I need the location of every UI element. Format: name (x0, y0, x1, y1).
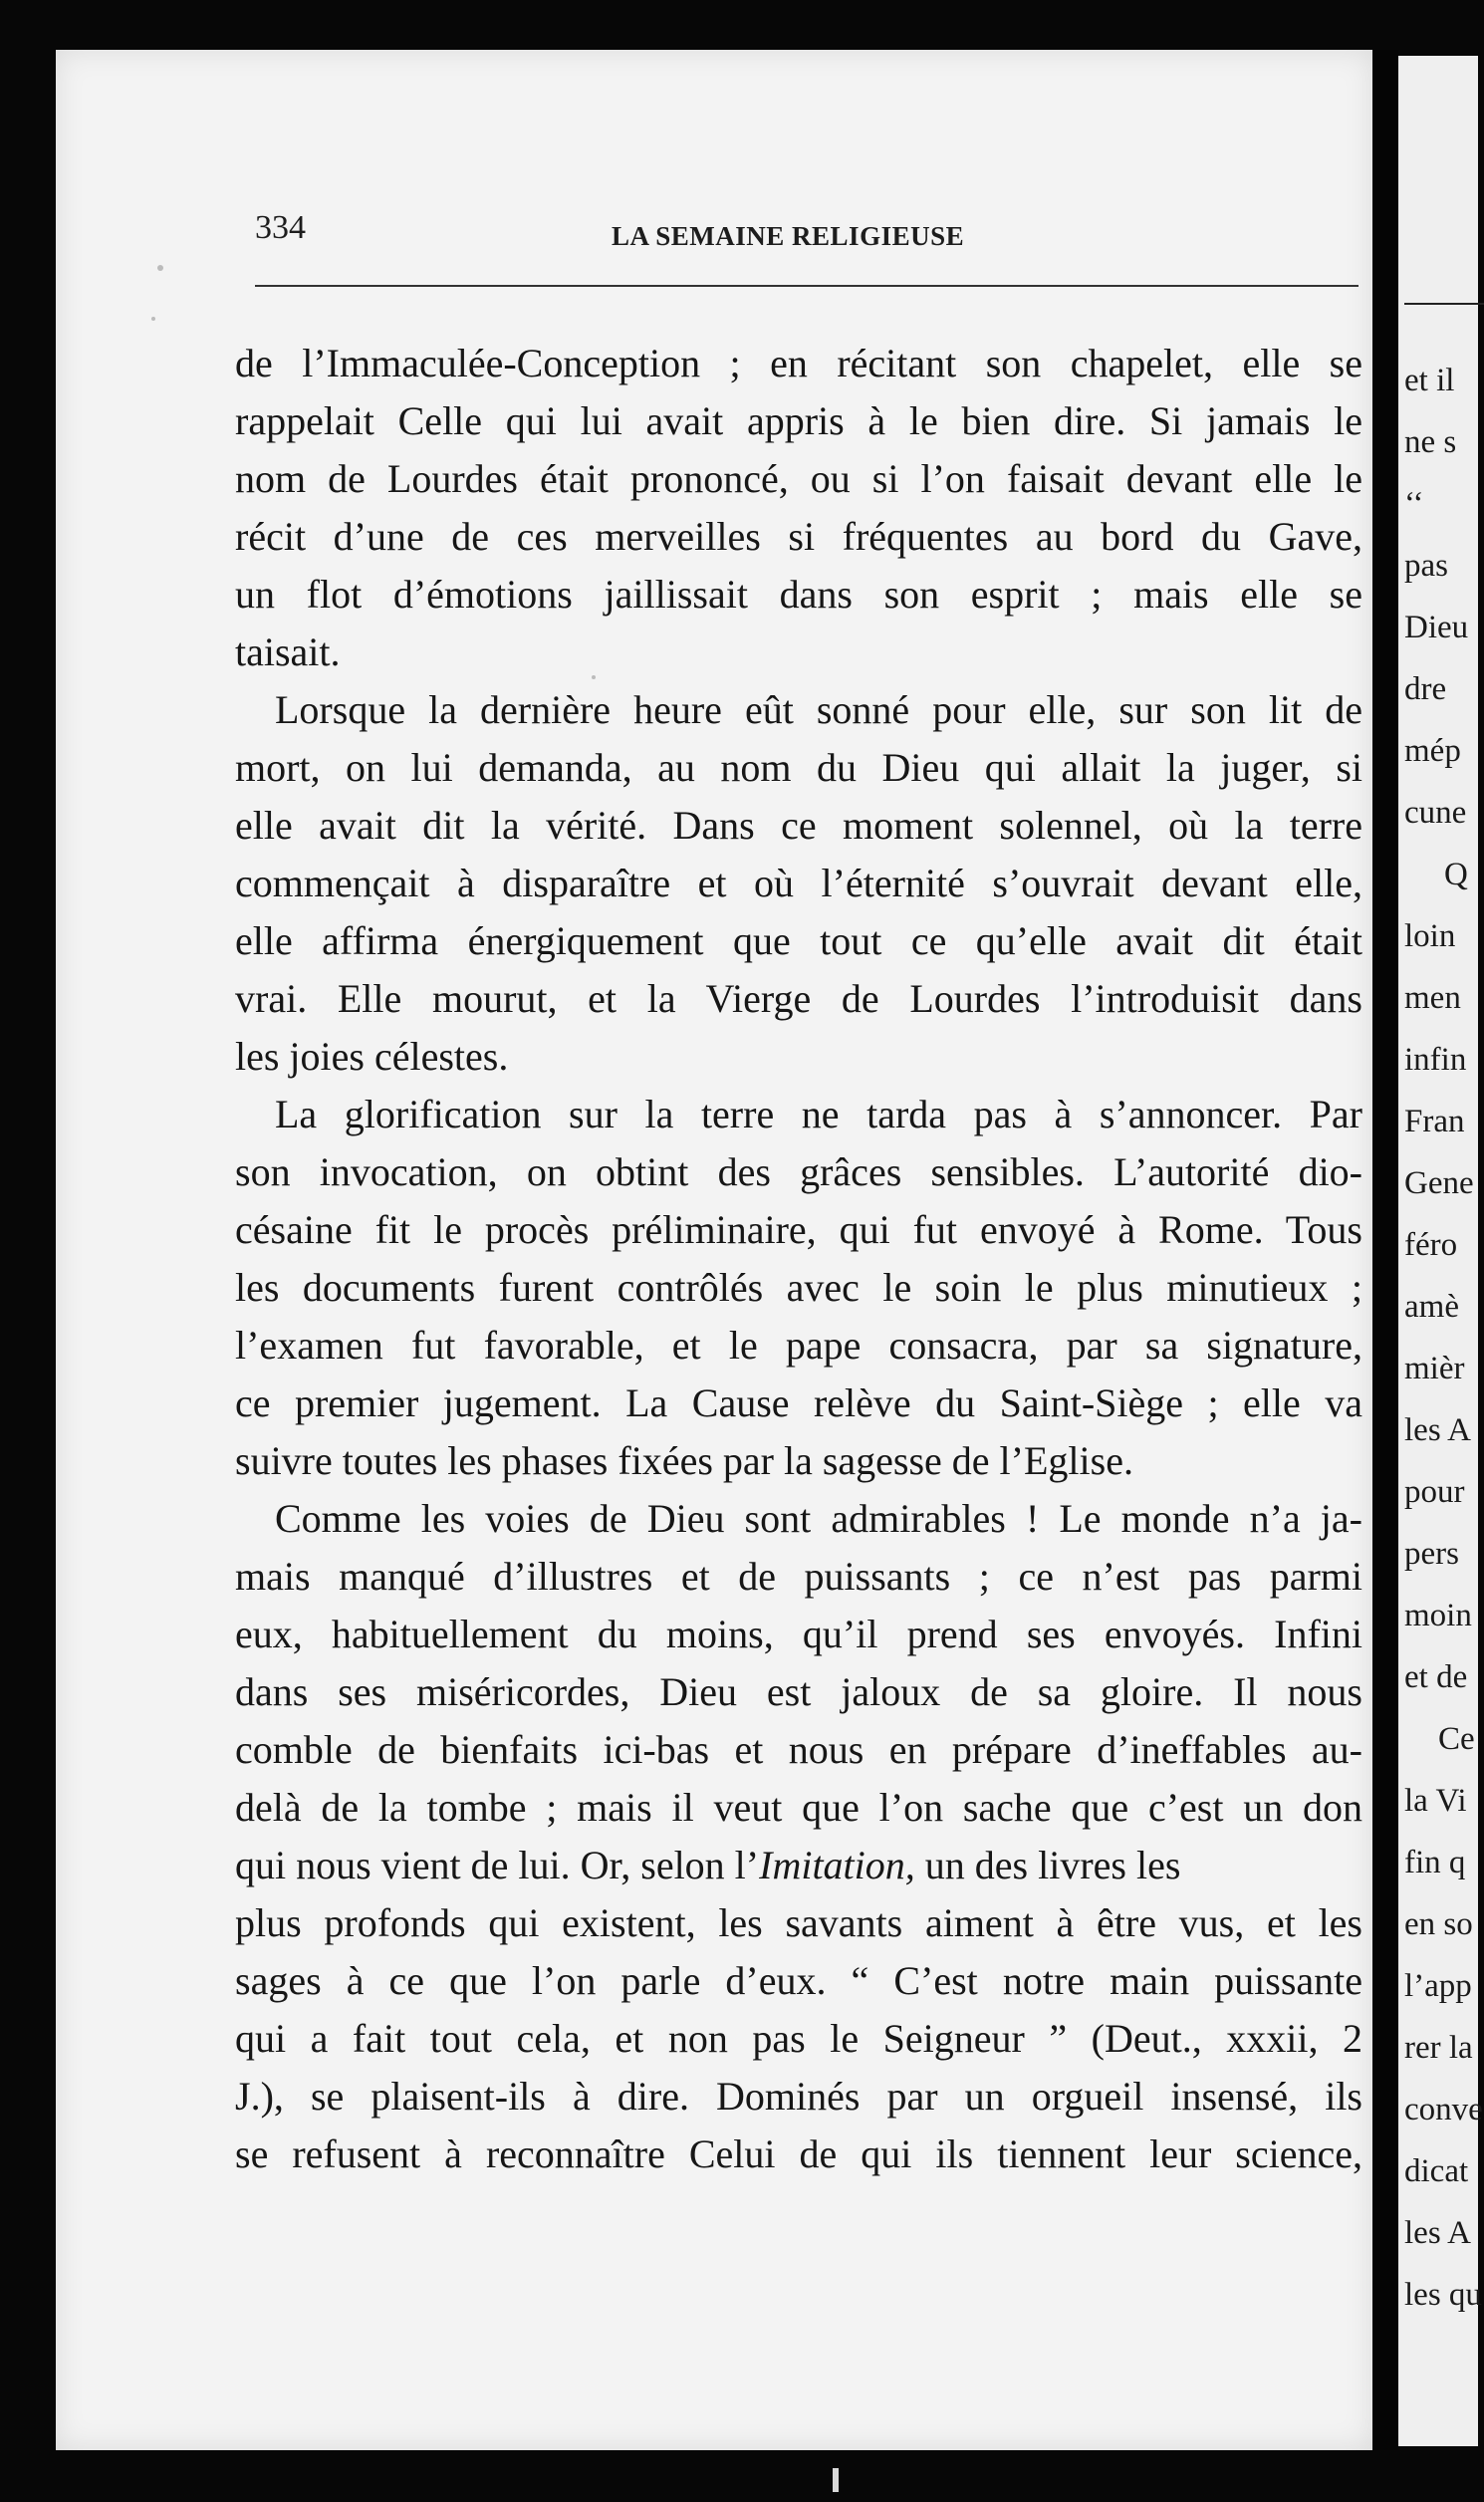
text-line: rappelait Celle qui lui avait appris à le bien dire. Si jamais le (235, 398, 1362, 443)
facing-text-fragment: conve (1404, 2092, 1483, 2127)
text-line: elle affirma énergiquement que tout ce qu’elle avait dit était (235, 918, 1362, 963)
facing-text-fragment: Q (1444, 857, 1468, 892)
scan-edge-mark (833, 2468, 839, 2492)
facing-text-fragment: loin (1404, 918, 1456, 954)
facing-text-fragment: ne s (1404, 424, 1457, 460)
text-line: césaine fit le procès préliminaire, qui fut envoyé à Rome. Tous (235, 1207, 1362, 1252)
text-line: J.), se plaisent-ils à dire. Dominés par un orgueil insensé, ils (235, 2074, 1362, 2119)
facing-text-fragment: amè (1404, 1289, 1459, 1325)
facing-text-fragment: men (1404, 980, 1461, 1016)
text-line: nom de Lourdes était prononcé, ou si l’on faisait devant elle le (235, 456, 1362, 501)
paragraph-first-line: La glorification sur la terre ne tarda pas à s’annoncer. Par (275, 1092, 1362, 1136)
page-header (255, 209, 1360, 253)
facing-text-fragment: cune (1404, 795, 1467, 831)
text-line: comble de bienfaits ici-bas et nous en prépare d’ineffables au- (235, 1727, 1362, 1772)
facing-text-fragment: les A (1404, 2215, 1471, 2251)
facing-text-fragment: pour (1404, 1474, 1465, 1510)
facing-text-fragment: rer la (1404, 2030, 1473, 2066)
scan-speck (151, 317, 155, 321)
italic-book-title: Imitation, (759, 1843, 915, 1887)
facing-text-fragment: pers (1404, 1536, 1459, 1572)
facing-text-fragment: infin (1404, 1042, 1467, 1078)
facing-text-fragment: dre (1404, 671, 1447, 707)
paragraph-first-line: Lorsque la dernière heure eût sonné pour elle, sur son lit de (275, 687, 1362, 732)
facing-text-fragment: mièr (1404, 1351, 1465, 1386)
text-line: les joies célestes. (235, 1034, 509, 1079)
text-line: eux, habituellement du moins, qu’il prend ses envoyés. Infini (235, 1612, 1362, 1656)
facing-text-fragment: l’app (1404, 1968, 1472, 2004)
facing-text-fragment: et il (1404, 363, 1455, 398)
text-line: taisait. (235, 629, 341, 674)
facing-text-fragment: pas (1404, 548, 1448, 584)
running-head: LA SEMAINE RELIGIEUSE (612, 221, 965, 251)
text-line: delà de la tombe ; mais il veut que l’on sache que c’est un don (235, 1785, 1362, 1830)
facing-text-fragment: Dieu (1404, 610, 1469, 645)
facing-page-edge (1398, 56, 1483, 2446)
text-segment: qui nous vient de lui. Or, selon l’ (235, 1843, 760, 1887)
text-line: mort, on lui demanda, au nom du Dieu qui allait la juger, si (235, 745, 1362, 790)
header-rule (255, 285, 1359, 287)
text-line: commençait à disparaître et où l’éternité s’ouvrait devant elle, (235, 861, 1362, 905)
facing-text-fragment: Gene (1404, 1165, 1474, 1201)
text-line: dans ses miséricordes, Dieu est jaloux de sa gloire. Il nous (235, 1669, 1362, 1714)
book-gutter (1372, 50, 1398, 2450)
scan-speck (157, 265, 163, 271)
text-line: plus profonds qui existent, les savants aiment à être vus, et les (235, 1900, 1362, 1945)
facing-text-fragment: Ce (1438, 1721, 1475, 1757)
facing-text-fragment: mép (1404, 733, 1461, 769)
text-line: les documents furent contrôlés avec le soin le plus minutieux ; (235, 1265, 1362, 1310)
text-line: son invocation, on obtint des grâces sensibles. L’autorité dio- (235, 1149, 1362, 1194)
page-number: 334 (255, 209, 306, 246)
text-line: ce premier jugement. La Cause relève du Saint-Siège ; elle va (235, 1380, 1362, 1425)
text-line: sages à ce que l’on parle d’eux. “ C’est notre main puissante (235, 1958, 1362, 2003)
text-line: se refusent à reconnaître Celui de qui ils tiennent leur science, (235, 2131, 1362, 2176)
scan-speck (592, 675, 596, 679)
text-line: un flot d’émotions jaillissait dans son esprit ; mais elle se (235, 572, 1362, 617)
facing-text-fragment: Fran (1404, 1104, 1465, 1139)
text-line: suivre toutes les phases fixées par la sagesse de l’Eglise. (235, 1438, 1133, 1483)
text-line: qui a fait tout cela, et non pas le Seigneur ” (Deut., xxxii, 2 (235, 2016, 1362, 2061)
facing-text-fragment: dicat (1404, 2153, 1469, 2189)
facing-text-fragment: féro (1404, 1227, 1458, 1263)
facing-text-fragment: moin (1404, 1598, 1472, 1633)
text-line: l’examen fut favorable, et le pape consacra, par sa signature, (235, 1323, 1362, 1368)
facing-text-fragment: les A (1404, 1412, 1471, 1448)
body-text (235, 335, 1362, 2183)
facing-text-fragment: ‘‘ (1404, 486, 1424, 522)
text-line: elle avait dit la vérité. Dans ce moment solennel, où la terre (235, 803, 1362, 848)
text-line: mais manqué d’illustres et de puissants ; ce n’est pas parmi (235, 1554, 1362, 1599)
facing-text-fragment: la Vi (1404, 1783, 1467, 1819)
facing-text-fragment: en so (1404, 1906, 1473, 1942)
facing-text-fragment: fin q (1404, 1845, 1466, 1880)
facing-text-fragment: les qu (1404, 2277, 1482, 2313)
text-segment: un des livres les (914, 1843, 1181, 1887)
text-line: de l’Immaculée-Conception ; en récitant son chapelet, elle se (235, 341, 1362, 385)
facing-header-rule (1404, 303, 1484, 305)
text-line: récit d’une de ces merveilles si fréquentes au bord du Gave, (235, 514, 1362, 559)
paragraph-first-line: Comme les voies de Dieu sont admirables ! Le monde n’a ja- (275, 1496, 1362, 1541)
text-line-with-italic (235, 1837, 1362, 1894)
facing-text-fragment: et de (1404, 1659, 1468, 1695)
text-line: vrai. Elle mourut, et la Vierge de Lourdes l’introduisit dans (235, 976, 1362, 1021)
